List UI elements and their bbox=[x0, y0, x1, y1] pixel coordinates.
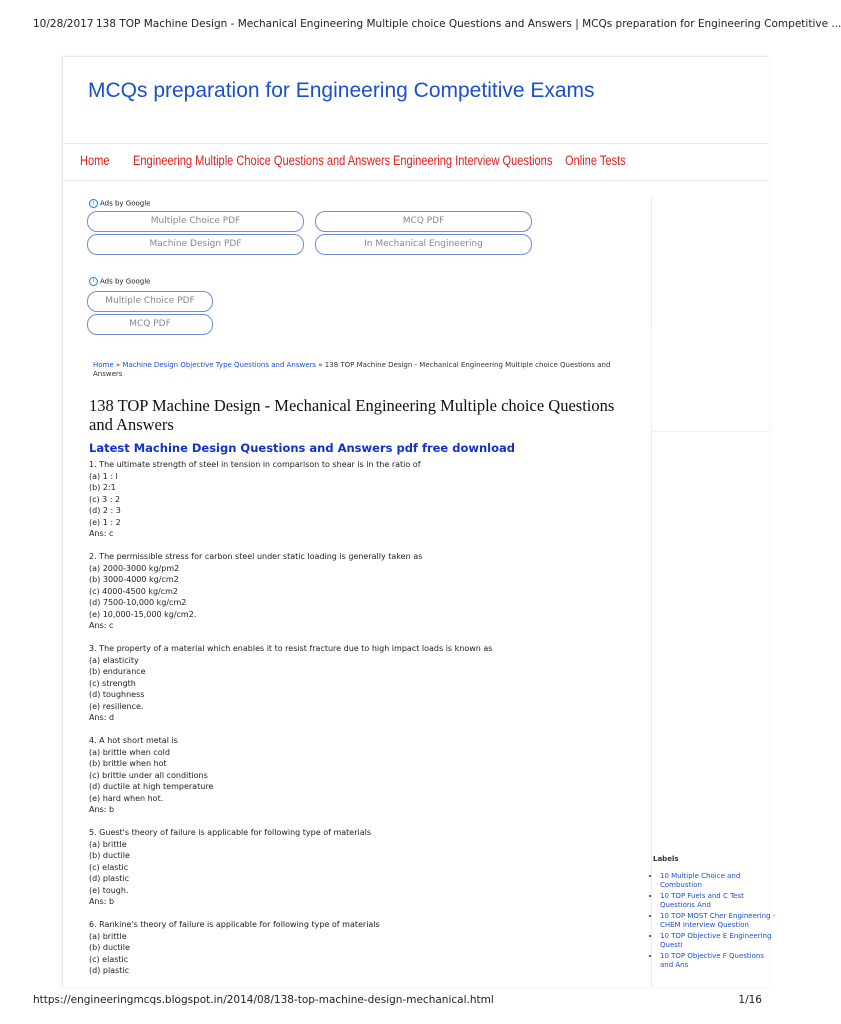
question-answer: Ans: c bbox=[89, 621, 114, 630]
question-option: (b) endurance bbox=[89, 667, 146, 676]
question-option: (a) elasticity bbox=[89, 655, 139, 665]
question-text: 1. The ultimate strength of steel in tension in comparison to shear is in the ratio of bbox=[89, 460, 421, 469]
sidebar-widget bbox=[651, 327, 770, 432]
question-option: (c) elastic bbox=[89, 954, 129, 964]
site-title[interactable]: MCQs preparation for Engineering Competitive Exams bbox=[88, 79, 595, 102]
question-option: (b) ductile bbox=[89, 851, 130, 860]
question-option: (d) plastic bbox=[89, 966, 129, 975]
breadcrumb-current: 138 TOP Machine Design - Mechanical Engineering Multiple choice Questions and Answers bbox=[93, 361, 611, 378]
ads-label-text: Ads by Google bbox=[100, 277, 151, 286]
question-option: (a) 1 : l bbox=[89, 471, 118, 481]
labels-title: Labels bbox=[653, 855, 679, 863]
breadcrumb bbox=[93, 361, 613, 379]
question-item bbox=[89, 919, 629, 977]
label-link[interactable]: 10 TOP Fuels and C Test Questions And bbox=[660, 892, 744, 909]
question-item bbox=[89, 459, 629, 540]
print-url: https://engineeringmcqs.blogspot.in/2014/08/138-top-machine-design-mechanical.html bbox=[33, 994, 494, 1006]
print-date: 10/28/2017 bbox=[33, 18, 94, 30]
post-title: 138 TOP Machine Design - Mechanical Engineering Multiple choice Questions and Answers bbox=[89, 396, 615, 434]
question-option: (c) brittle under all conditions bbox=[89, 770, 208, 780]
ads-label bbox=[89, 199, 150, 208]
nav-mcq[interactable]: Engineering Multiple Choice Questions and Answers bbox=[133, 153, 391, 168]
question-option: (c) elastic bbox=[89, 862, 129, 872]
question-option: (e) 1 : 2 bbox=[89, 517, 121, 527]
breadcrumb-separator: » bbox=[113, 361, 123, 369]
ad-link-multiple-choice-pdf[interactable]: Multiple Choice PDF bbox=[87, 211, 304, 232]
info-icon[interactable]: i bbox=[89, 199, 98, 208]
main-nav bbox=[63, 143, 769, 181]
print-footer bbox=[0, 990, 768, 1024]
info-icon[interactable]: i bbox=[89, 277, 98, 286]
nav-interview[interactable]: Engineering Interview Questions bbox=[393, 153, 553, 168]
question-text: 2. The permissible stress for carbon steel under static loading is generally taken as bbox=[89, 552, 423, 561]
question-text: 3. The property of a material which enables it to resist fracture due to high impact loads is known as bbox=[89, 644, 493, 653]
ad-link-machine-design-pdf[interactable]: Machine Design PDF bbox=[87, 234, 304, 255]
print-page-title: 138 TOP Machine Design - Mechanical Engineering Multiple choice Questions and Answers | MCQs preparation for Engineering Competitive ... bbox=[96, 18, 841, 30]
label-item[interactable] bbox=[660, 952, 778, 969]
label-item[interactable] bbox=[660, 892, 778, 909]
question-item bbox=[89, 643, 629, 724]
question-option: (e) tough. bbox=[89, 885, 129, 895]
ad-link-mcq-pdf[interactable]: MCQ PDF bbox=[87, 314, 213, 335]
question-item bbox=[89, 827, 629, 908]
question-answer: Ans: c bbox=[89, 529, 114, 538]
blog-page bbox=[62, 56, 776, 987]
question-option: (d) plastic bbox=[89, 874, 129, 883]
question-answer: Ans: b bbox=[89, 897, 115, 906]
question-text: 6. Rankine's theory of failure is applicable for following type of materials bbox=[89, 920, 380, 929]
label-link[interactable]: 10 Multiple Choice and Combustion bbox=[660, 872, 741, 889]
ads-label-text: Ads by Google bbox=[100, 199, 151, 208]
ads-label bbox=[89, 277, 150, 286]
question-option: (e) 10,000-15,000 kg/cm2. bbox=[89, 609, 197, 619]
label-link[interactable]: 10 TOP Objective F Questions and Ans bbox=[660, 952, 764, 969]
nav-home[interactable]: Home bbox=[80, 153, 110, 168]
breadcrumb-separator: » bbox=[316, 361, 325, 369]
main-content bbox=[63, 197, 652, 987]
question-option: (b) 2:1 bbox=[89, 483, 116, 492]
question-option: (e) hard when hot. bbox=[89, 793, 164, 803]
ad-link-mechanical-engineering[interactable]: In Mechanical Engineering bbox=[315, 234, 532, 255]
question-option: (c) 3 : 2 bbox=[89, 494, 121, 504]
question-option: (d) 2 : 3 bbox=[89, 506, 121, 515]
label-link[interactable]: 10 TOP Objective E Engineering Questi bbox=[660, 932, 772, 949]
question-option: (a) brittle bbox=[89, 839, 127, 849]
label-item[interactable] bbox=[660, 872, 778, 889]
question-option: (b) 3000-4000 kg/cm2 bbox=[89, 575, 179, 584]
question-option: (c) strength bbox=[89, 678, 136, 688]
question-option: (b) ductile bbox=[89, 943, 130, 952]
nav-online-tests[interactable]: Online Tests bbox=[565, 153, 626, 168]
print-header bbox=[0, 0, 841, 40]
question-option: (d) ductile at high temperature bbox=[89, 782, 214, 791]
print-page-number: 1/16 bbox=[738, 994, 762, 1006]
question-option: (d) toughness bbox=[89, 690, 145, 699]
question-answer: Ans: b bbox=[89, 805, 115, 814]
question-option: (a) brittle bbox=[89, 931, 127, 941]
breadcrumb-category[interactable]: Machine Design Objective Type Questions and Answers bbox=[122, 361, 317, 369]
breadcrumb-home[interactable]: Home bbox=[93, 361, 114, 369]
question-text: 4. A hot short metal is bbox=[89, 736, 178, 745]
question-item bbox=[89, 551, 629, 632]
labels-list bbox=[652, 872, 778, 972]
question-list bbox=[89, 459, 629, 988]
post-subtitle: Latest Machine Design Questions and Answers pdf free download bbox=[89, 441, 515, 455]
question-option: (b) brittle when hot bbox=[89, 759, 167, 768]
question-answer: Ans: d bbox=[89, 713, 115, 722]
question-option: (d) 7500-10,000 kg/cm2 bbox=[89, 598, 187, 607]
label-link[interactable]: 10 TOP MOST Cher Engineering - CHEM Interview Question bbox=[660, 912, 776, 929]
question-option: (a) 2000-3000 kg/pm2 bbox=[89, 563, 180, 573]
label-item[interactable] bbox=[660, 912, 778, 929]
question-option: (e) resilience. bbox=[89, 701, 144, 711]
ad-link-multiple-choice-pdf[interactable]: Multiple Choice PDF bbox=[87, 291, 213, 312]
question-option: (c) 4000-4500 kg/cm2 bbox=[89, 586, 179, 596]
ad-link-mcq-pdf[interactable]: MCQ PDF bbox=[315, 211, 532, 232]
question-text: 5. Guest's theory of failure is applicable for following type of materials bbox=[89, 828, 372, 837]
question-item bbox=[89, 735, 629, 816]
label-item[interactable] bbox=[660, 932, 778, 949]
question-option: (a) brittle when cold bbox=[89, 747, 170, 757]
